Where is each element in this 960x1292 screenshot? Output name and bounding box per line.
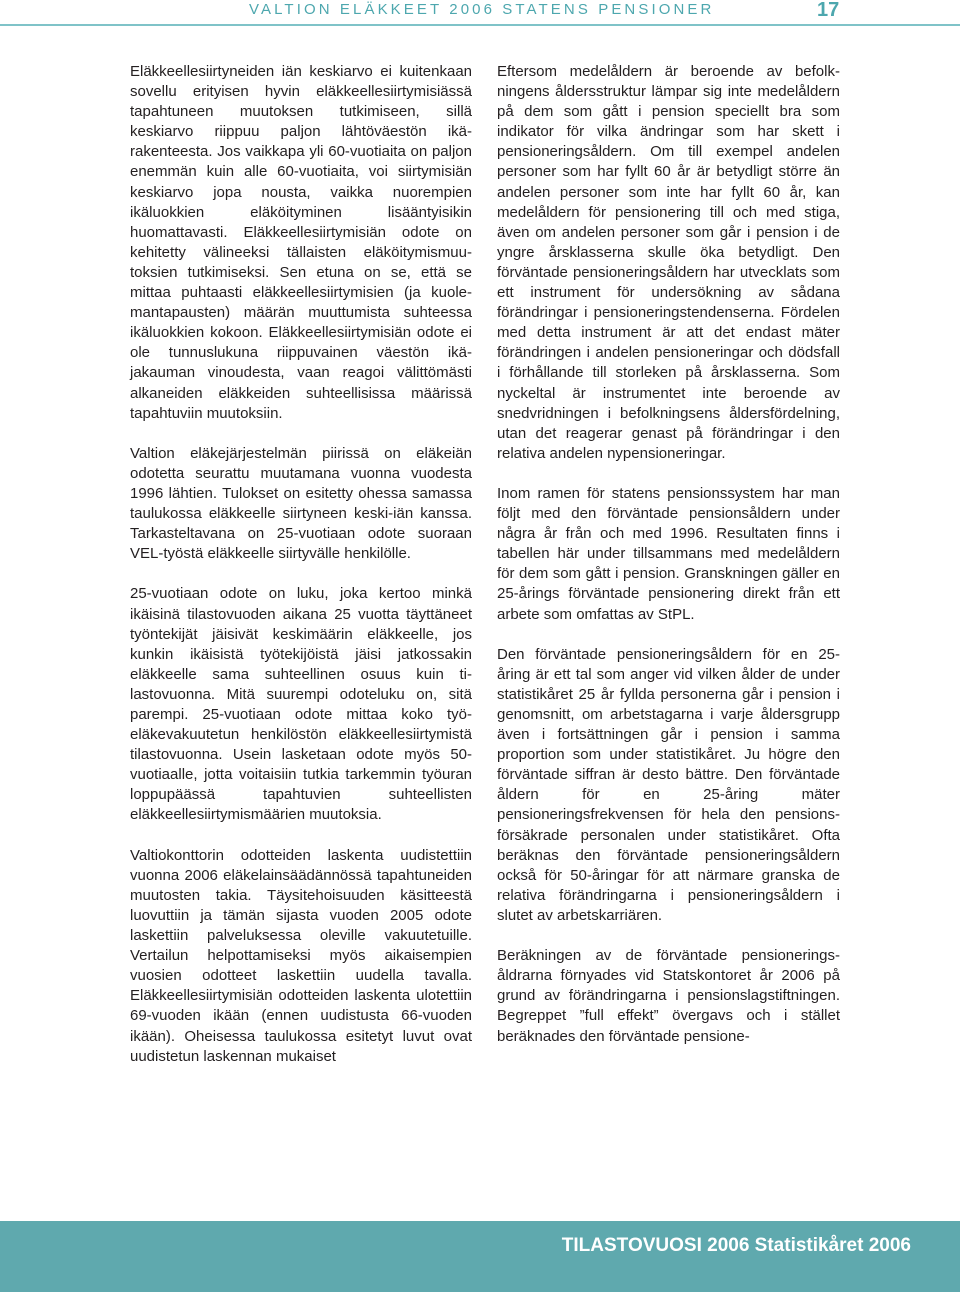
paragraph: Den förväntade pensioneringsåldern för en 25-åring är ett tal som anger vid vilken ålder de under statistikåret 25 år fyllda personerna går i pension i genomsnitt, om arbetstagarna i varje åldersgrupp även i fortsättningen går i pension i samma proportion som under statistikåret. Ju högre den förväntade siffran är desto bättre. Den förväntade åldern för en 25-åring mäter pensioneringsfrekvensen för hela den pensionsförsäkrade personalen under statistikåret. Ofta beräknas den förväntade pensioneringsåldern också för 50-åringar för att närmare granska de relativa förändringarna i pensioneringsåldern i slutet av arbetskarriären. xyxy=(497,645,840,924)
running-header-title: VALTION ELÄKKEET 2006 STATENS PENSIONER xyxy=(249,1,715,18)
paragraph: Valtion eläkejärjestelmän piirissä on eläkeiän odotetta seurattu muutamana vuonna vuodesta 1996 lähtien. Tulokset on esitetty ohessa samassa taulukossa eläkkeelle siirtyneen keski-iän kanssa. Tarkasteltavana on 25-vuotiaan odote suoraan VEL-työstä eläkkeelle siirtyvälle henkilölle. xyxy=(130,444,472,563)
swedish-text-column xyxy=(497,62,840,1067)
paragraph: Beräkningen av de förväntade pensioneringsåldrarna förnyades vid Statskontoret år 2006 på grund av förändringarna i pensionslagstiftningen. Begreppet ”full effekt” övergavs och i stället beräknades den förväntade pensione- xyxy=(497,947,840,1045)
paragraph: 25-vuotiaan odote on luku, joka kertoo minkä ikäisinä tilastovuoden aikana 25 vuotta täyttäneet työntekijät jäisivät keskimäärin eläkkeelle, jos kunkin ikäisistä työtekijöistä jäisi jatkossakin eläkkeelle sama suhteellinen osuus kuin tilastovuonna. Mitä suurempi odoteluku on, sitä parempi. 25-vuotiaan odote mittaa koko työeläkevakuutetun henkilöstön eläkkeellesiirtymistä tilastovuonna. Usein lasketaan odote myös 50-vuotiaalle, jotta voitaisiin tutkia tarkemmin työuran loppupäässä tapahtuvien suhteellisten eläkkeellesiirtymismäärien muutoksia. xyxy=(130,585,472,824)
paragraph: Inom ramen för statens pensionssystem har man följt med den förväntade pensionsåldern under några år från och med 1996. Resultaten finns i tabellen här under tillsammans med medelåldern för dem som gått i pension. Granskningen gäller en 25-årings förväntade pensionering direkt från ett arbete som omfattas av StPL. xyxy=(497,484,840,623)
paragraph: Valtiokonttorin odotteiden laskenta uudistettiin vuonna 2006 eläkelainsäädännössä tapahtuneiden muutosten takia. Täysitehoisuuden käsitteestä luovuttiin ja tämän sijasta vuoden 2005 odote laskettiin palveluksessa oleville vakuutetuille. Vertailun helpottamiseksi myös aikaisempien vuosien odotteet laskettiin uudella tavalla. Eläkkeellesiirtymisiän odotteiden laskenta ulotettiin 69-vuoden ikään (ennen uudistusta 66-vuoden ikään). Oheisessa taulukossa esitetyt luvut ovat uudistetun laskennan mukaiset xyxy=(130,846,472,1065)
paragraph: Eftersom medelåldern är beroende av befolkningens åldersstruktur lämpar sig inte medelåldern på dem som gått i pension speciellt bra som indikator för vilka ändringar som har skett i pensioneringsåldern. Om till exempel andelen personer som har fyllt 60 år är betydligt större än andelen personer som inte har fyllt 60 år, kan medelåldern för pensionering till och med stiga, även om andelen personer som går i pension i de yngre årsklasserna skulle öka betydligt. Den förväntade pensioneringsåldern har utvecklats som ett instrument för undersökning av sådana förändringar i pensioneringstendenserna. Fördelen med detta instrument är att det endast mäter förändringen i andelen pensioneringar och dödsfall i förhållande till storleken på årsklasserna. Som nyckeltal är instrumentet inte beroende av snedvridningen i befolkningsens åldersfördelning, utan det reagerar genast på förändringar i den relativa andelen nypensioneringar. xyxy=(497,63,840,462)
page-header xyxy=(0,0,960,30)
paragraph: Eläkkeellesiirtyneiden iän keskiarvo ei kuitenkaan sovellu erityisen hyvin eläkkeellesiirtymisiässä tapahtuneen muutoksen tutkimiseen, sillä keskiarvo riippuu paljon lähtöväestön ikärakenteesta. Jos vaikkapa yli 60-vuotiaita on paljon enemmän kuin alle 60-vuotiaita, voi siirtymisiän keskiarvo jopa nousta, vaikka nuorempien ikäluokkien eläköityminen lisääntyisikin huomattavasti. Eläkkeellesiirtymisiän odote on kehitetty välineeksi tällaisten eläköitymismuutoksien tutkimiseksi. Sen etuna on se, että se mittaa puhtaasti eläkkeellesiirtymisien (ja kuolemantapausten) määrän muuttumista suhteessa ikäluokkien kokoon. Eläkkeellesiirtymisiän odote ei ole tunnuslukuna riippuvainen väestön ikäjakauman vinoudesta, vaan reagoi välittömästi alkaneiden eläkkeiden suhteellisissa määrissä tapahtuviin muutoksiin. xyxy=(130,63,472,422)
page-footer xyxy=(0,1221,960,1292)
header-divider xyxy=(0,24,960,26)
footer-publication-title: TILASTOVUOSI 2006 Statistikåret 2006 xyxy=(561,1235,911,1256)
finnish-text-column xyxy=(130,62,472,1087)
page-number: 17 xyxy=(817,0,840,21)
